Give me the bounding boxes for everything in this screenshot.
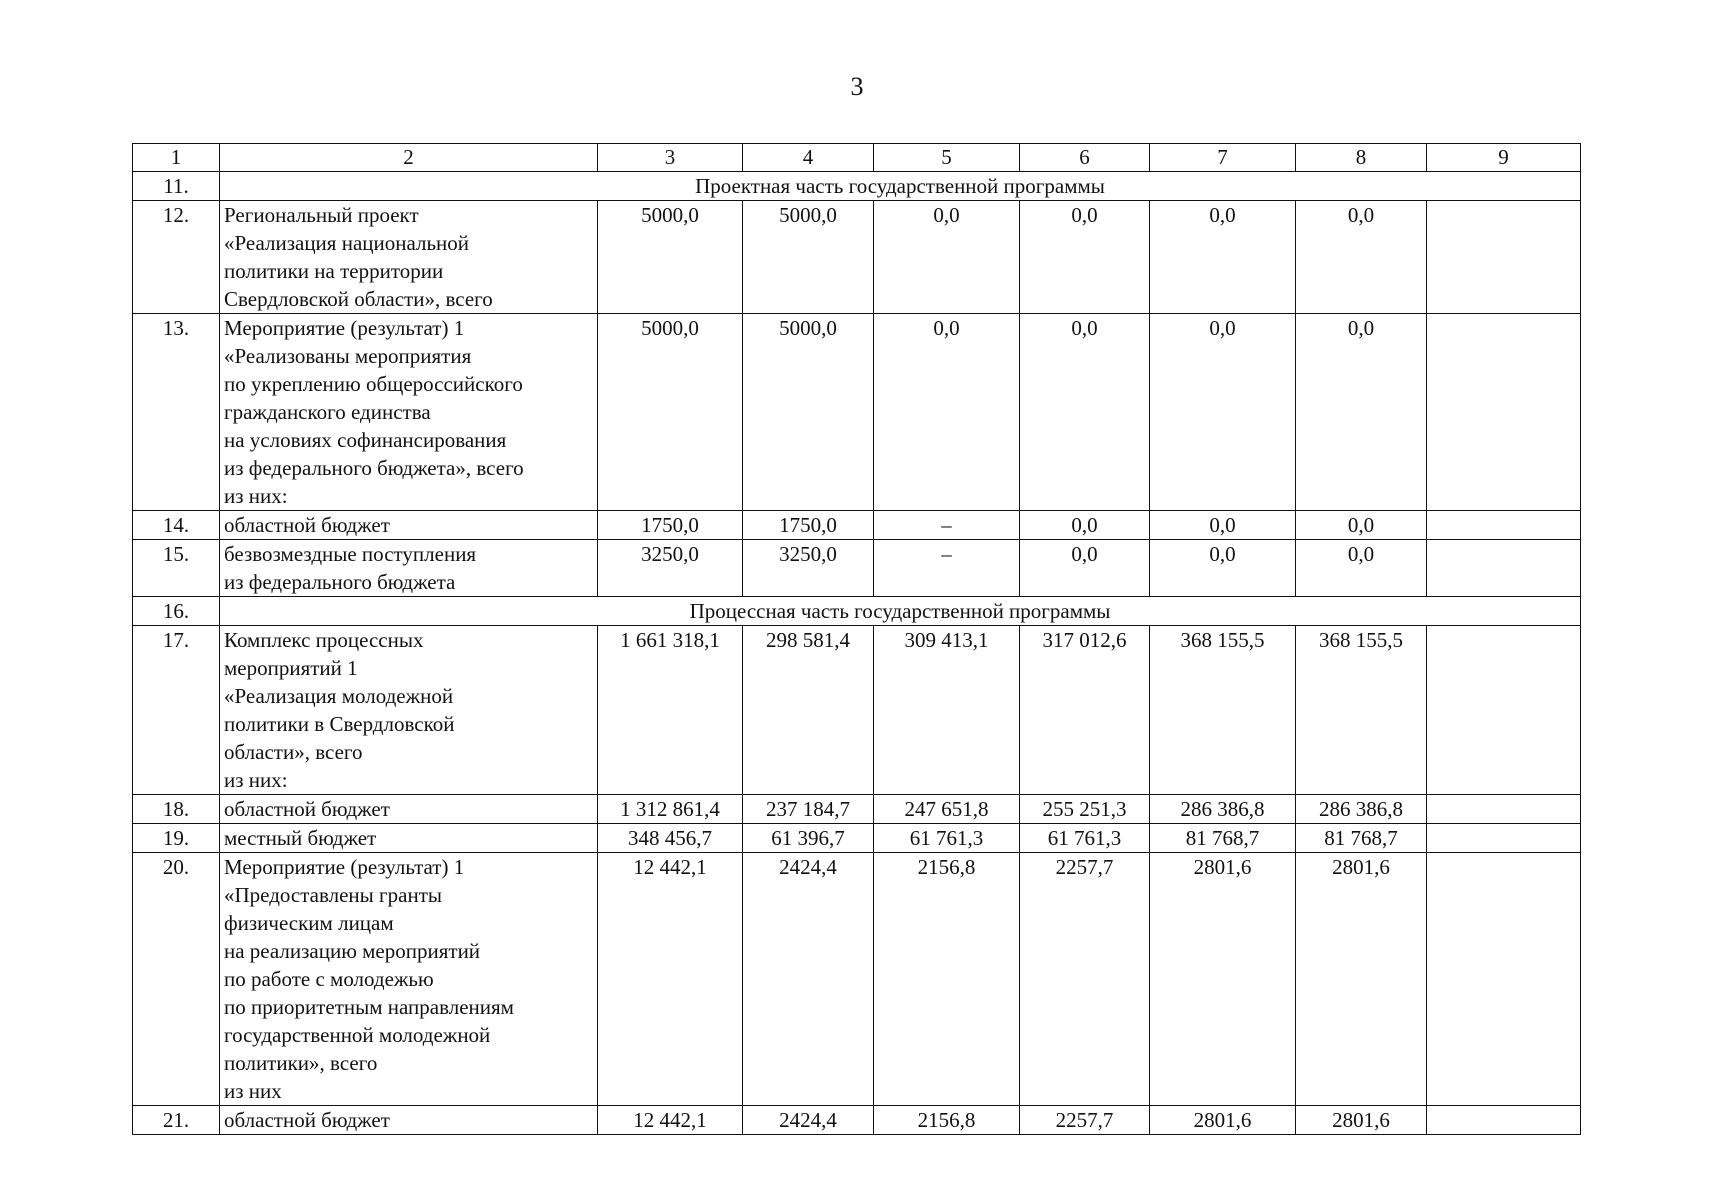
- row-number: 13.: [133, 314, 220, 511]
- value-cell-col8: 0,0: [1296, 314, 1427, 511]
- value-cell-col5: –: [874, 540, 1020, 597]
- value-cell-col8: 286 386,8: [1296, 795, 1427, 824]
- column-header: 6: [1020, 144, 1150, 172]
- value-cell-col3: 5000,0: [598, 201, 743, 314]
- row-number: 20.: [133, 853, 220, 1106]
- value-cell-col4: 5000,0: [743, 201, 874, 314]
- value-cell-col9: [1427, 824, 1581, 853]
- value-cell-col9: [1427, 853, 1581, 1106]
- budget-table: [132, 143, 1581, 1135]
- section-row: [133, 597, 1581, 626]
- value-cell-col5: 0,0: [874, 314, 1020, 511]
- table-row: [133, 314, 1581, 511]
- value-cell-col5: –: [874, 511, 1020, 540]
- table-row: [133, 824, 1581, 853]
- row-name-line: Мероприятие (результат) 1: [224, 316, 465, 340]
- row-name-line: мероприятий 1: [224, 656, 358, 680]
- value-cell-col8: 81 768,7: [1296, 824, 1427, 853]
- value-cell-col3: 1 312 861,4: [598, 795, 743, 824]
- row-name-line: по работе с молодежью: [224, 967, 434, 991]
- value-cell-col8: 0,0: [1296, 540, 1427, 597]
- page-number: 3: [850, 72, 864, 101]
- value-cell-col9: [1427, 626, 1581, 795]
- row-name: [220, 540, 598, 597]
- value-cell-col5: 61 761,3: [874, 824, 1020, 853]
- row-name-line: местный бюджет: [224, 826, 377, 850]
- row-name: [220, 853, 598, 1106]
- value-cell-col8: 368 155,5: [1296, 626, 1427, 795]
- row-number: 15.: [133, 540, 220, 597]
- column-header: 1: [133, 144, 220, 172]
- row-name: [220, 824, 598, 853]
- column-header: 4: [743, 144, 874, 172]
- row-name: [220, 1106, 598, 1135]
- value-cell-col8: 0,0: [1296, 201, 1427, 314]
- value-cell-col7: 286 386,8: [1150, 795, 1296, 824]
- row-name-line: из них:: [224, 768, 288, 792]
- row-number: 18.: [133, 795, 220, 824]
- table-row: [133, 626, 1581, 795]
- value-cell-col5: 309 413,1: [874, 626, 1020, 795]
- value-cell-col7: 0,0: [1150, 511, 1296, 540]
- row-number: 21.: [133, 1106, 220, 1135]
- value-cell-col7: 2801,6: [1150, 1106, 1296, 1135]
- row-name-line: на реализацию мероприятий: [224, 939, 481, 963]
- value-cell-col5: 2156,8: [874, 1106, 1020, 1135]
- row-name-line: политики на территории: [224, 259, 444, 283]
- row-name: [220, 201, 598, 314]
- value-cell-col3: 12 442,1: [598, 1106, 743, 1135]
- value-cell-col4: 3250,0: [743, 540, 874, 597]
- row-name-line: из федерального бюджета: [224, 570, 456, 594]
- row-name-line: Мероприятие (результат) 1: [224, 855, 465, 879]
- table-row: [133, 795, 1581, 824]
- value-cell-col4: 2424,4: [743, 1106, 874, 1135]
- value-cell-col9: [1427, 540, 1581, 597]
- value-cell-col4: 298 581,4: [743, 626, 874, 795]
- value-cell-col5: 247 651,8: [874, 795, 1020, 824]
- row-name-line: государственной молодежной: [224, 1023, 491, 1047]
- value-cell-col7: 0,0: [1150, 201, 1296, 314]
- value-cell-col4: 5000,0: [743, 314, 874, 511]
- section-title: Процессная часть государственной программы: [220, 597, 1581, 626]
- column-header: 8: [1296, 144, 1427, 172]
- value-cell-col7: 81 768,7: [1150, 824, 1296, 853]
- value-cell-col3: 1 661 318,1: [598, 626, 743, 795]
- row-name-line: по укреплению общероссийского: [224, 372, 523, 396]
- row-name-line: политики в Свердловской: [224, 712, 455, 736]
- value-cell-col9: [1427, 201, 1581, 314]
- value-cell-col7: 368 155,5: [1150, 626, 1296, 795]
- column-header: 3: [598, 144, 743, 172]
- row-number: 11.: [133, 172, 220, 201]
- value-cell-col3: 5000,0: [598, 314, 743, 511]
- row-name-line: из них: [224, 1079, 282, 1103]
- row-number: 19.: [133, 824, 220, 853]
- column-header: 5: [874, 144, 1020, 172]
- value-cell-col9: [1427, 314, 1581, 511]
- row-name-line: «Реализация молодежной: [224, 684, 454, 708]
- row-name: [220, 795, 598, 824]
- row-name: [220, 511, 598, 540]
- value-cell-col7: 0,0: [1150, 540, 1296, 597]
- value-cell-col4: 61 396,7: [743, 824, 874, 853]
- value-cell-col7: 2801,6: [1150, 853, 1296, 1106]
- section-title: Проектная часть государственной программы: [220, 172, 1581, 201]
- row-name-line: области», всего: [224, 740, 363, 764]
- table-row: [133, 1106, 1581, 1135]
- value-cell-col4: 237 184,7: [743, 795, 874, 824]
- section-row: [133, 172, 1581, 201]
- row-name-line: безвозмездные поступления: [224, 542, 477, 566]
- value-cell-col6: 61 761,3: [1020, 824, 1150, 853]
- value-cell-col3: 1750,0: [598, 511, 743, 540]
- value-cell-col5: 2156,8: [874, 853, 1020, 1106]
- row-name-line: Региональный проект: [224, 203, 419, 227]
- value-cell-col9: [1427, 1106, 1581, 1135]
- row-name-line: «Реализация национальной: [224, 231, 470, 255]
- row-number: 17.: [133, 626, 220, 795]
- value-cell-col3: 348 456,7: [598, 824, 743, 853]
- table-row: [133, 540, 1581, 597]
- value-cell-col4: 1750,0: [743, 511, 874, 540]
- table-header-row: [133, 144, 1581, 172]
- row-name-line: областной бюджет: [224, 513, 390, 537]
- value-cell-col6: 0,0: [1020, 540, 1150, 597]
- value-cell-col9: [1427, 511, 1581, 540]
- row-number: 16.: [133, 597, 220, 626]
- row-name-line: из федерального бюджета», всего: [224, 456, 524, 480]
- value-cell-col6: 255 251,3: [1020, 795, 1150, 824]
- value-cell-col3: 3250,0: [598, 540, 743, 597]
- row-name-line: физическим лицам: [224, 911, 394, 935]
- row-name-line: по приоритетным направлениям: [224, 995, 514, 1019]
- row-number: 12.: [133, 201, 220, 314]
- table-row: [133, 853, 1581, 1106]
- row-name-line: политики», всего: [224, 1051, 378, 1075]
- row-name-line: областной бюджет: [224, 797, 390, 821]
- value-cell-col8: 2801,6: [1296, 853, 1427, 1106]
- row-number: 14.: [133, 511, 220, 540]
- table-row: [133, 511, 1581, 540]
- value-cell-col7: 0,0: [1150, 314, 1296, 511]
- column-header: 7: [1150, 144, 1296, 172]
- row-name-line: Свердловской области», всего: [224, 287, 493, 311]
- column-header: 2: [220, 144, 598, 172]
- value-cell-col5: 0,0: [874, 201, 1020, 314]
- value-cell-col4: 2424,4: [743, 853, 874, 1106]
- row-name: [220, 626, 598, 795]
- row-name-line: на условиях софинансирования: [224, 428, 507, 452]
- value-cell-col6: 0,0: [1020, 201, 1150, 314]
- table-row: [133, 201, 1581, 314]
- value-cell-col6: 317 012,6: [1020, 626, 1150, 795]
- row-name-line: гражданского единства: [224, 400, 431, 424]
- value-cell-col3: 12 442,1: [598, 853, 743, 1106]
- value-cell-col8: 2801,6: [1296, 1106, 1427, 1135]
- value-cell-col6: 0,0: [1020, 511, 1150, 540]
- row-name-line: из них:: [224, 484, 288, 508]
- value-cell-col6: 0,0: [1020, 314, 1150, 511]
- value-cell-col8: 0,0: [1296, 511, 1427, 540]
- column-header: 9: [1427, 144, 1581, 172]
- row-name-line: «Предоставлены гранты: [224, 883, 442, 907]
- row-name-line: «Реализованы мероприятия: [224, 344, 472, 368]
- value-cell-col6: 2257,7: [1020, 1106, 1150, 1135]
- row-name: [220, 314, 598, 511]
- row-name-line: Комплекс процессных: [224, 628, 424, 652]
- value-cell-col9: [1427, 795, 1581, 824]
- row-name-line: областной бюджет: [224, 1108, 390, 1132]
- value-cell-col6: 2257,7: [1020, 853, 1150, 1106]
